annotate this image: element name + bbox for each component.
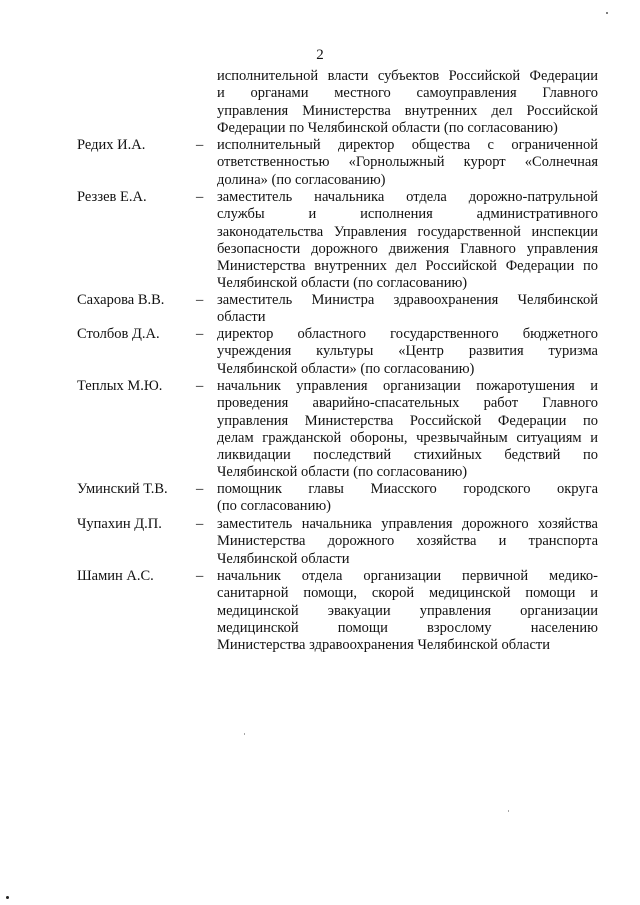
member-description xyxy=(217,516,598,568)
description-line: Министерства здравоохранения Челябинской области xyxy=(217,637,550,654)
member-description xyxy=(217,326,598,378)
member-description xyxy=(217,568,598,654)
description-line: Челябинской области (по согласованию) xyxy=(217,464,468,481)
description-line: области xyxy=(217,309,266,326)
scan-speck xyxy=(244,733,245,735)
description-line: ликвидации последствий стихийных бедствий по xyxy=(217,447,598,464)
description-line: санитарной помощи, скорой медицинской помощи и xyxy=(217,585,598,602)
description-line: Челябинской области xyxy=(217,550,350,567)
description-line: Министерства дорожного хозяйства и транспорта xyxy=(217,533,598,550)
member-description xyxy=(217,189,598,293)
description-line: Федерации по Челябинской области (по согласованию) xyxy=(217,119,558,136)
page-number: 2 xyxy=(316,47,324,63)
entry-dash: – xyxy=(196,568,204,584)
entry-dash: – xyxy=(196,516,204,532)
scan-speck xyxy=(508,810,509,812)
description-line: (по согласованию) xyxy=(217,498,331,515)
member-description xyxy=(217,137,598,189)
description-line: управления Министерства внутренних дел Российской xyxy=(217,102,598,119)
description-line: делам гражданской обороны, чрезвычайным ситуациям и xyxy=(217,429,598,446)
description-line: медицинской помощи взрослому населению xyxy=(217,619,598,636)
member-name: Теплых М.Ю. xyxy=(77,378,163,394)
description-line: безопасности дорожного движения Главного управления xyxy=(217,240,598,257)
entry-dash: – xyxy=(196,292,204,308)
member-name: Реззев Е.А. xyxy=(77,189,147,205)
description-line: ответственностью «Горнолыжный курорт «Солнечная xyxy=(217,154,598,171)
description-line: законодательства Управления государственной инспекции xyxy=(217,223,598,240)
description-line: и органами местного самоуправления Главного xyxy=(217,85,598,102)
description-line: управления Министерства Российской Федерации по xyxy=(217,412,598,429)
member-name: Уминский Т.В. xyxy=(77,481,168,497)
entry-dash: – xyxy=(196,326,204,342)
member-name: Чупахин Д.П. xyxy=(77,516,162,532)
member-description xyxy=(217,292,598,327)
description-line: исполнительной власти субъектов Российской Федерации xyxy=(217,68,598,84)
member-description xyxy=(217,378,598,482)
member-description xyxy=(217,481,598,516)
entry-dash: – xyxy=(196,481,204,497)
entry-dash: – xyxy=(196,378,204,394)
scan-speck xyxy=(6,896,9,899)
member-name: Столбов Д.А. xyxy=(77,326,160,342)
description-line: исполнительный директор общества с ограниченной xyxy=(217,137,598,153)
description-line: начальник управления организации пожаротушения и xyxy=(217,378,598,394)
member-name: Редих И.А. xyxy=(77,137,146,153)
description-line: Челябинской области (по согласованию) xyxy=(217,275,468,292)
continuation-description xyxy=(217,68,598,137)
scan-speck xyxy=(606,12,608,14)
description-line: долина» (по согласованию) xyxy=(217,171,386,188)
description-line: Министерства внутренних дел Российской Федерации по xyxy=(217,258,598,275)
description-line: директор областного государственного бюджетного xyxy=(217,326,598,342)
description-line: заместитель начальника отдела дорожно-патрульной xyxy=(217,189,598,205)
description-line: учреждения культуры «Центр развития туризма xyxy=(217,343,598,360)
entry-dash: – xyxy=(196,189,204,205)
member-name: Шамин А.С. xyxy=(77,568,154,584)
description-line: помощник главы Миасского городского округа xyxy=(217,481,598,497)
description-line: заместитель начальника управления дорожного хозяйства xyxy=(217,516,598,532)
description-line: проведения аварийно-спасательных работ Главного xyxy=(217,395,598,412)
description-line: медицинской эвакуации управления организации xyxy=(217,602,598,619)
entry-dash: – xyxy=(196,137,204,153)
description-line: службы и исполнения административного xyxy=(217,206,598,223)
description-line: начальник отдела организации первичной медико- xyxy=(217,568,598,584)
member-name: Сахарова В.В. xyxy=(77,292,165,308)
description-line: заместитель Министра здравоохранения Челябинской xyxy=(217,292,598,308)
description-line: Челябинской области» (по согласованию) xyxy=(217,360,475,377)
